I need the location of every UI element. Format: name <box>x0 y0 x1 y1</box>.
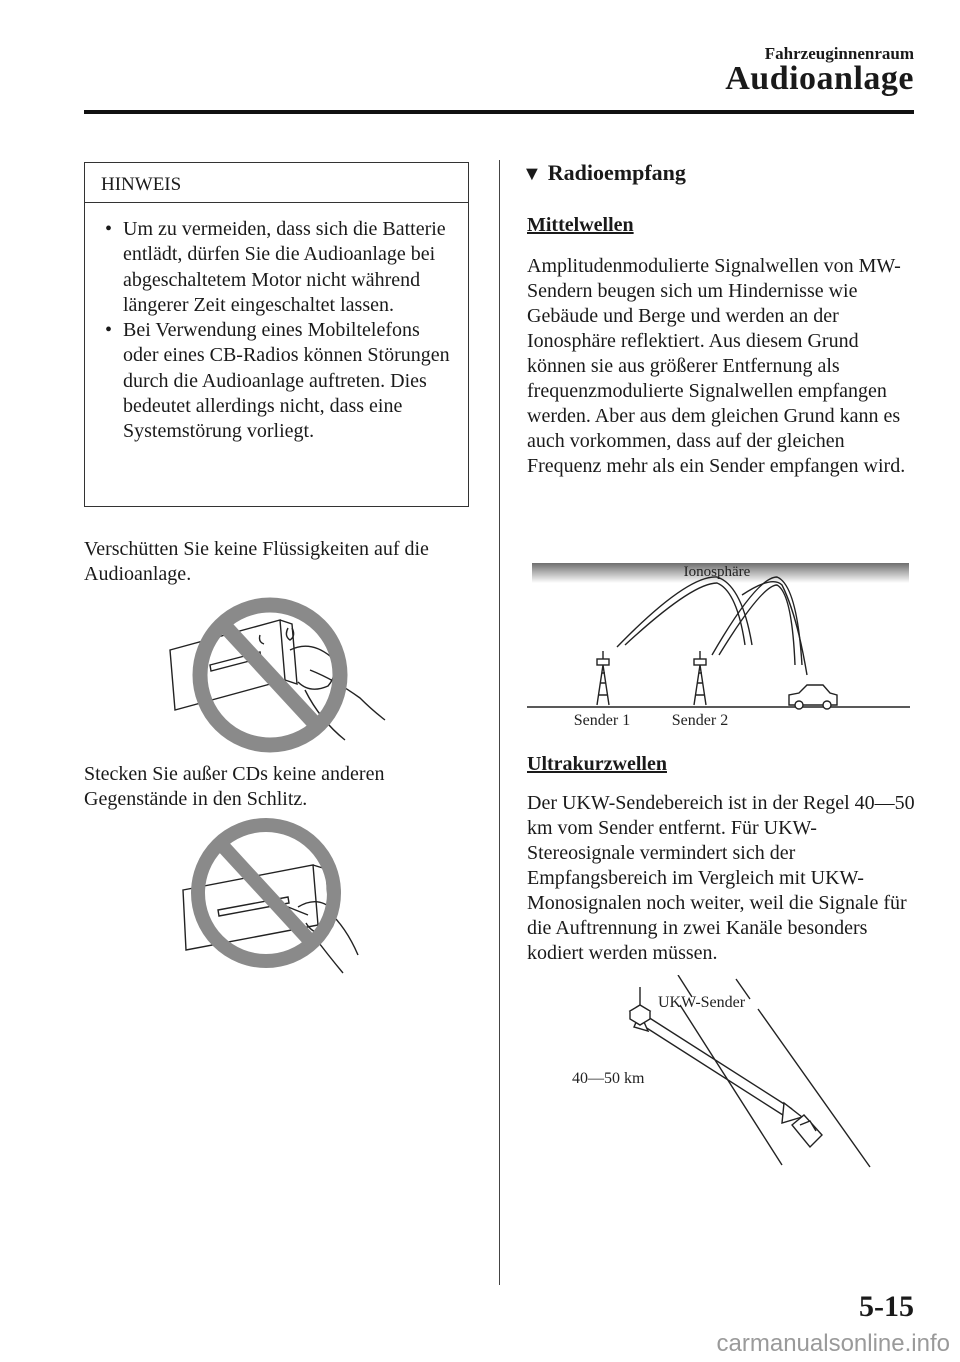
no-liquid-illustration <box>160 590 395 755</box>
ionosphere-label: Ionosphäre <box>683 564 751 580</box>
subheading-medium-wave: Mittelwellen <box>527 214 634 236</box>
ukw-transmitter-icon <box>630 987 650 1025</box>
page-header-section: Fahrzeuginnenraum <box>764 44 914 63</box>
car-icon <box>789 685 837 709</box>
prohibition-slash <box>220 843 312 943</box>
section-title: ▼ Radioempfang <box>522 160 686 185</box>
paragraph-ultra-short-wave: Der UKW-Sendebereich ist in der Regel 40—50 km vom Sender entfernt. Für UKW-Stereosignale vermindert sich der Empfangsbereich im Vergleich mit UKW-Monosignalen noch weiter, weil die Signale für die Auftrennung in zwei Kanäle besonders kodiert werden müssen. <box>527 792 915 964</box>
subheading-ultra-short-wave: Ultrakurzwellen <box>527 753 667 775</box>
header-rule <box>84 110 914 114</box>
bullet-icon: • <box>105 218 113 240</box>
distance-label: 40—50 km <box>572 1070 645 1087</box>
bullet-icon: • <box>105 319 113 342</box>
watermark: carmanualsonline.info <box>716 1330 950 1357</box>
ukw-sender-label: UKW-Sender <box>658 994 746 1011</box>
sender2-label: Sender 2 <box>671 712 729 729</box>
page-number: 5-15 <box>859 1290 914 1323</box>
no-objects-illustration <box>178 815 378 975</box>
car-icon <box>792 1115 822 1147</box>
column-divider <box>499 160 500 1285</box>
paragraph-medium-wave: Amplitudenmodulierte Signalwellen von MW-Sendern beugen sich um Hindernisse wie Gebäude und Berge und werden an der Ionosphäre reflektiert. Aus diesem Grund können sie aus größerer Entfernung als frequenzmodulierte Signalwellen empfangen werden. Aber aus dem gleichen Grund kann es auch vorkommen, dass auf der gleichen Frequenz mehr als ein Sender empfangen wird. <box>527 255 906 477</box>
note-heading: HINWEIS <box>85 163 468 203</box>
prohibition-slash <box>222 623 318 727</box>
note-item-text: Um zu vermeiden, dass sich die Batterie entlädt, dürfen Sie die Audioanlage bei abgeschaltetem Motor nicht während längerer Zeit eingeschaltet lassen. <box>123 218 446 316</box>
paragraph-slot: Stecken Sie außer CDs keine anderen Gegenstände in den Schlitz. <box>84 763 385 810</box>
note-list <box>85 203 468 445</box>
medium-wave-diagram <box>527 555 912 735</box>
list-item <box>105 217 458 318</box>
sender1-label: Sender 1 <box>573 712 631 729</box>
note-item-text: Bei Verwendung eines Mobiltelefons oder eines CB-Radios können Störungen durch die Audioanlage auftreten. Dies bedeutet allerdings nicht, dass eine Systemstörung vorliegt. <box>123 319 450 443</box>
ultra-short-wave-diagram <box>560 975 890 1175</box>
page-header-title: Audioanlage <box>725 60 914 97</box>
transmitter-tower-1 <box>597 651 609 705</box>
note-box <box>84 162 469 507</box>
transmitter-tower-2 <box>694 651 706 705</box>
paragraph-liquids: Verschütten Sie keine Flüssigkeiten auf die Audioanlage. <box>84 538 429 585</box>
list-item <box>105 318 458 444</box>
triangle-down-icon: ▼ <box>522 163 542 185</box>
